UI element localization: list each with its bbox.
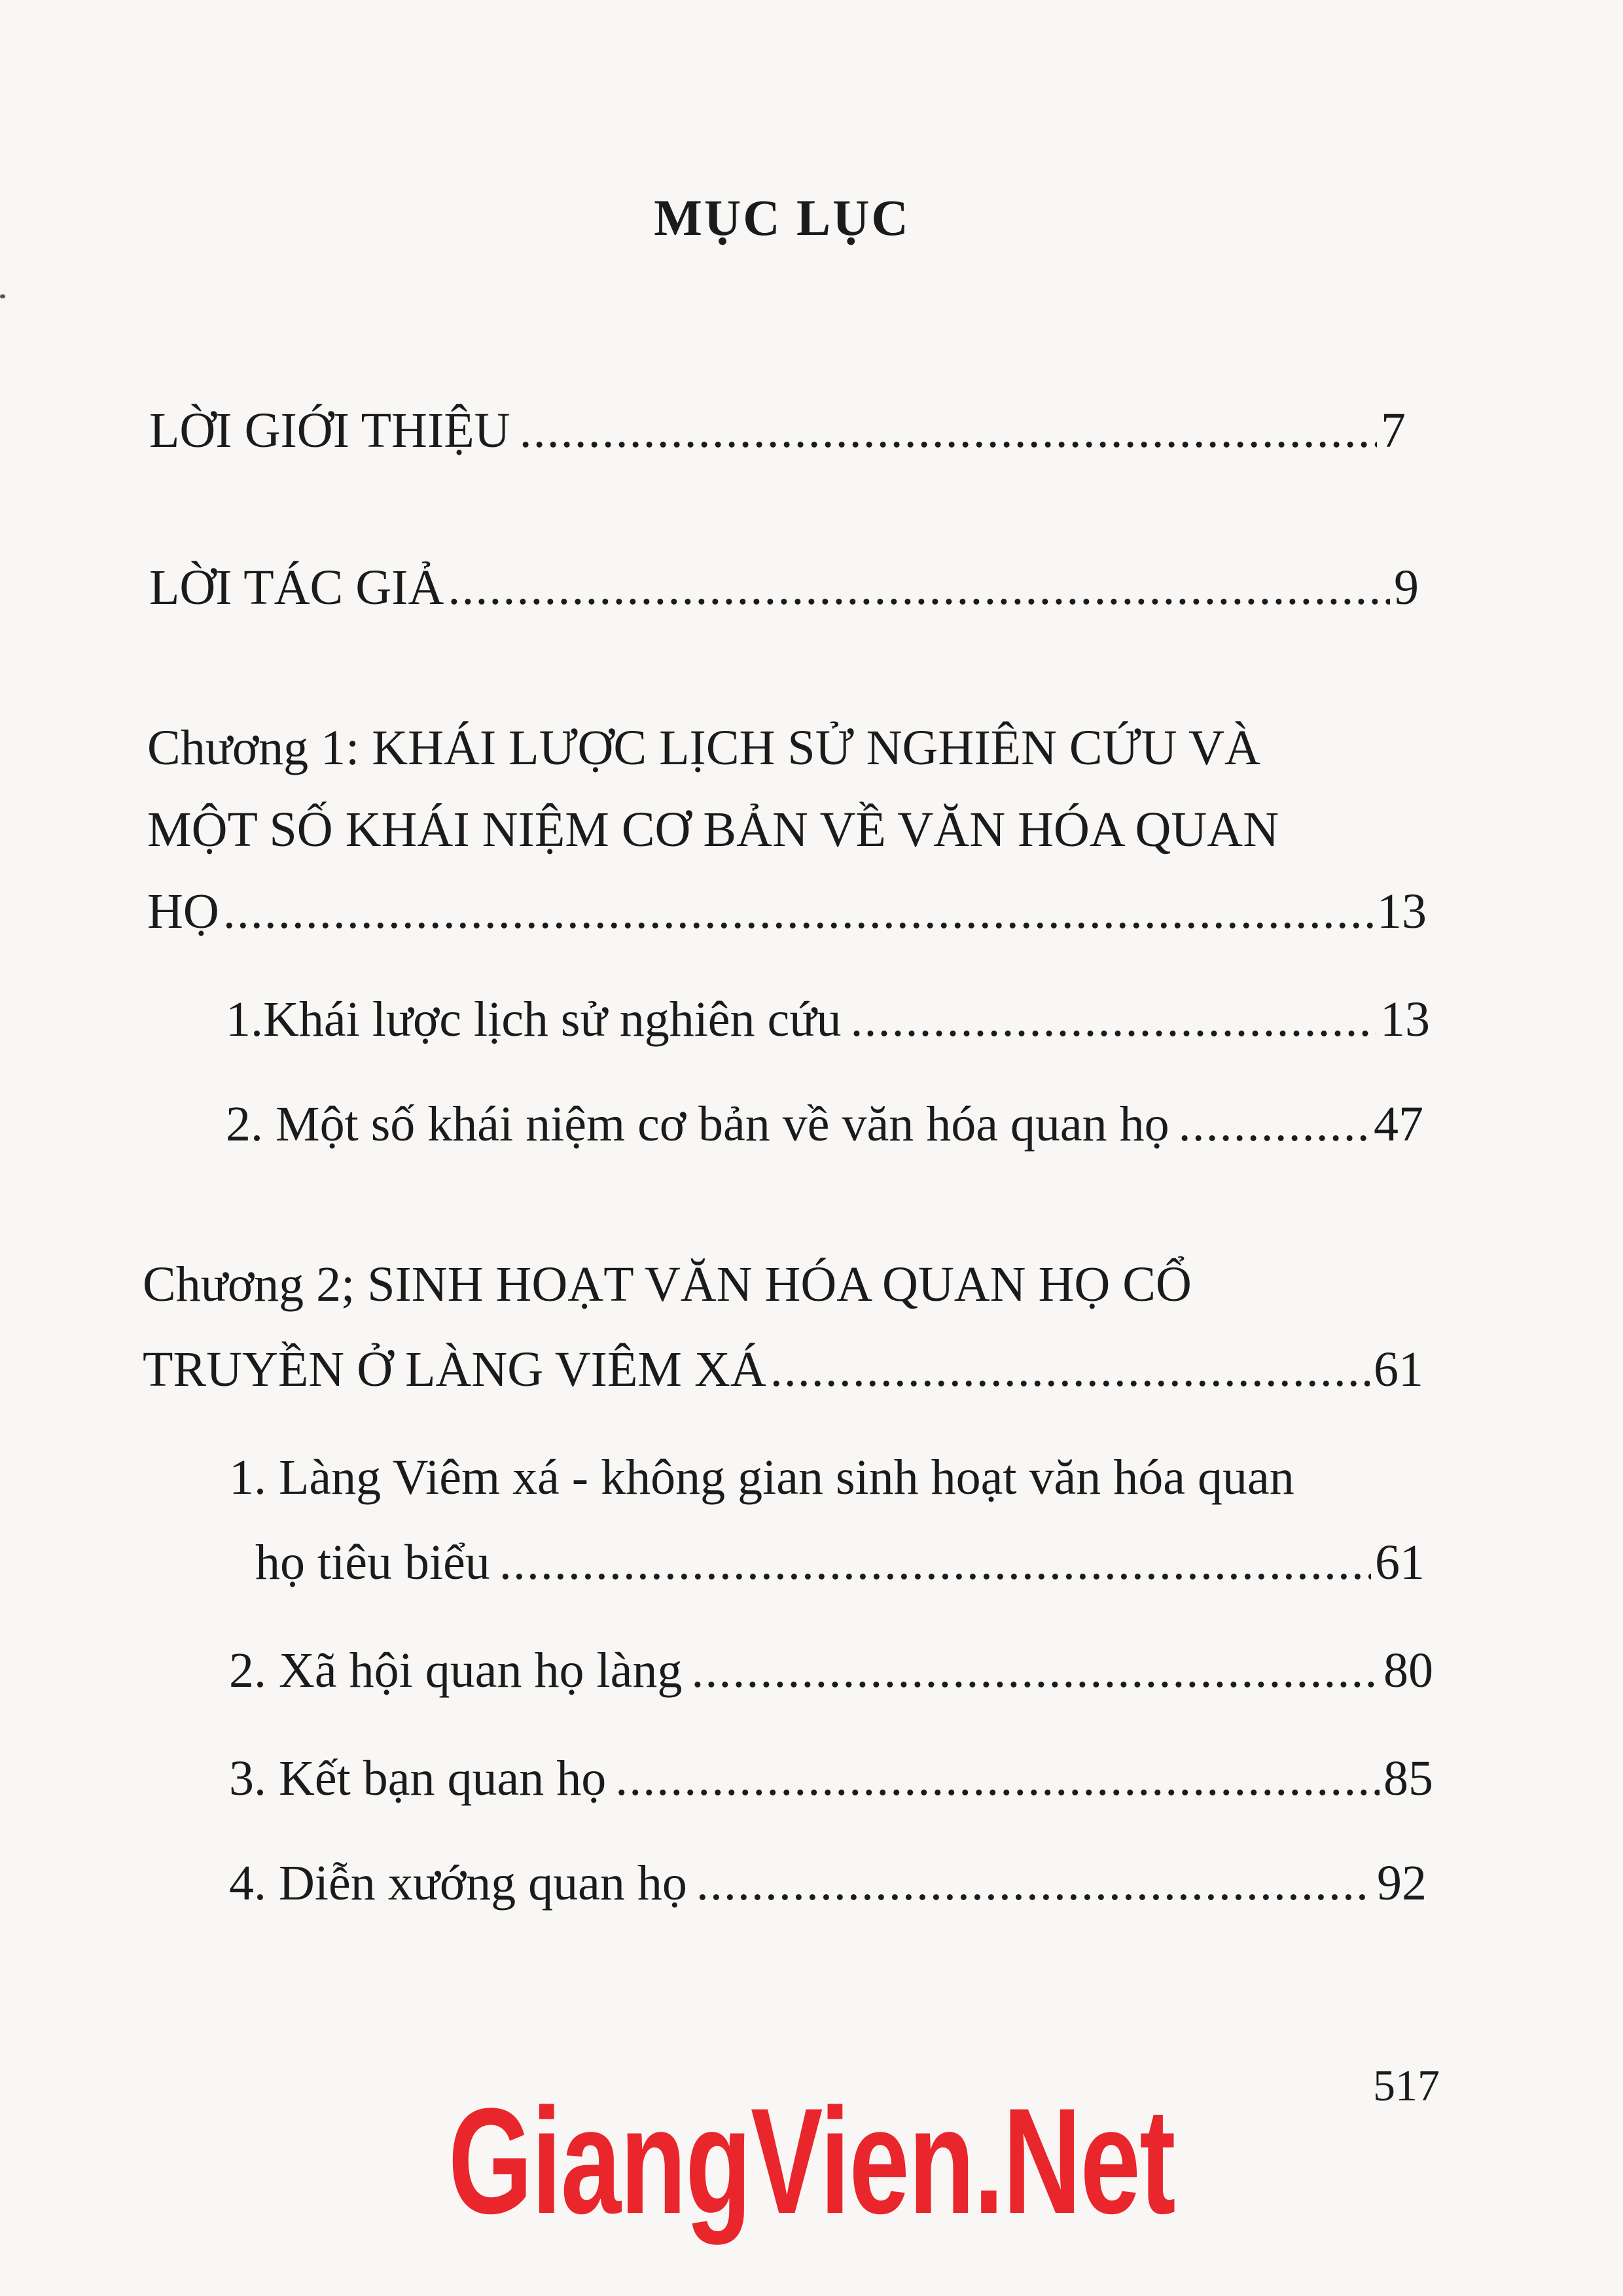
toc-entry-chapter2-item2[interactable]: [229, 1643, 1433, 1698]
chapter1-title-line1: Chương 1: KHÁI LƯỢC LỊCH SỬ NGHIÊN CỨU VÀ: [147, 720, 1260, 775]
toc-entry-text: LỜI GIỚI THIỆU: [149, 403, 510, 458]
toc-entry-text: 3. Kết bạn quan họ: [229, 1751, 607, 1806]
leader-dots: [696, 1858, 1373, 1908]
leader-dots: [520, 406, 1377, 455]
chapter2-item1-line1: 1. Làng Viêm xá - không gian sinh hoạt văn hóa quan: [229, 1450, 1294, 1505]
toc-page-number: 7: [1381, 403, 1406, 458]
toc-page-number: 80: [1383, 1643, 1433, 1698]
leader-dots: [770, 1345, 1370, 1394]
chapter1-title-line2: MỘT SỐ KHÁI NIỆM CƠ BẢN VỀ VĂN HÓA QUAN: [147, 802, 1279, 857]
toc-entry-chapter2-item4[interactable]: [229, 1856, 1427, 1911]
toc-page-number: 61: [1375, 1535, 1425, 1590]
leader-dots: [448, 563, 1390, 612]
toc-entry-text: HỌ: [147, 884, 219, 939]
leader-dots: [499, 1538, 1371, 1587]
toc-entry-chapter2-item3[interactable]: [229, 1751, 1433, 1806]
toc-entry-text: 4. Diễn xướng quan họ: [229, 1856, 687, 1911]
toc-entry-text: 1.Khái lược lịch sử nghiên cứu: [226, 992, 842, 1047]
toc-entry-loi-gioi-thieu[interactable]: [149, 403, 1406, 458]
page-number: 517: [1373, 2060, 1440, 2110]
scan-edge-mark: [0, 294, 5, 298]
toc-page-number: 13: [1377, 884, 1427, 939]
toc-entry-text: họ tiêu biểu: [255, 1535, 490, 1590]
watermark-logo: GiangVien.Net: [448, 2077, 1175, 2245]
toc-entry-chapter1[interactable]: [147, 884, 1427, 939]
toc-page-number: 13: [1380, 992, 1430, 1047]
toc-page-number: 47: [1374, 1097, 1423, 1152]
toc-page-number: 92: [1377, 1856, 1427, 1911]
toc-entry-chapter2-item1[interactable]: [255, 1535, 1425, 1590]
toc-entry-text: 2. Xã hội quan họ làng: [229, 1643, 683, 1698]
toc-entry-loi-tac-gia[interactable]: [149, 560, 1419, 615]
leader-dots: [691, 1646, 1380, 1695]
toc-page-number: 61: [1374, 1342, 1423, 1397]
leader-dots: [1179, 1099, 1370, 1149]
toc-page-number: 9: [1394, 560, 1419, 615]
toc-entry-chapter1-item2[interactable]: [226, 1097, 1423, 1152]
toc-entry-chapter2[interactable]: [143, 1342, 1423, 1397]
toc-entry-text: LỜI TÁC GIẢ: [149, 560, 444, 615]
toc-entry-text: 2. Một số khái niệm cơ bản về văn hóa quan họ: [226, 1097, 1169, 1152]
leader-dots: [223, 887, 1373, 936]
chapter2-title-line1: Chương 2; SINH HOẠT VĂN HÓA QUAN HỌ CỔ: [143, 1257, 1192, 1312]
leader-dots: [850, 995, 1376, 1044]
leader-dots: [615, 1754, 1380, 1803]
page-title: MỤC LỤC: [654, 189, 910, 246]
toc-entry-chapter1-item1[interactable]: [226, 992, 1430, 1047]
toc-entry-text: TRUYỀN Ở LÀNG VIÊM XÁ: [143, 1342, 766, 1397]
toc-page-number: 85: [1383, 1751, 1433, 1806]
